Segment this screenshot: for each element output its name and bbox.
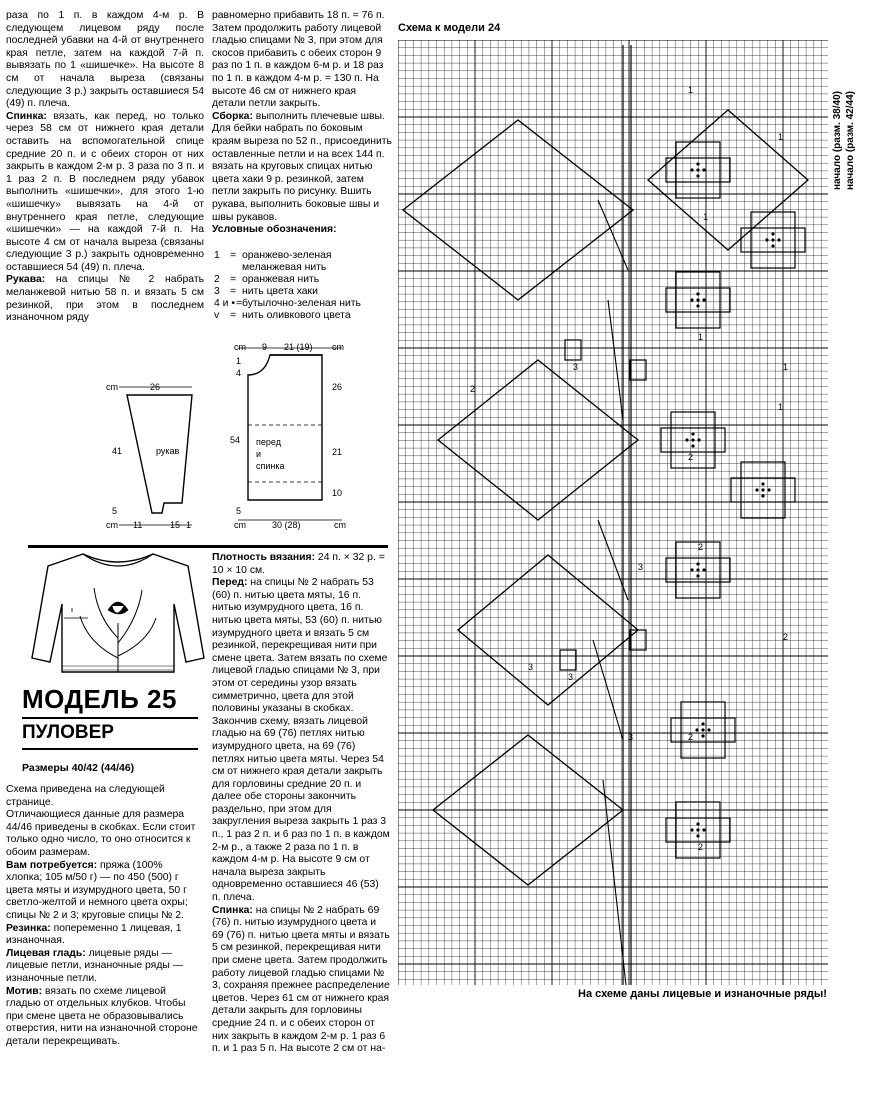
chart-symbol-number: 3 — [638, 562, 644, 572]
legend-symbol: 2 — [214, 274, 220, 285]
paragraph — [212, 905, 390, 1056]
sleeve-seg-label-1: 11 — [133, 520, 143, 530]
text-column-2 — [212, 10, 392, 237]
sleeve-height-label: 41 — [112, 446, 123, 456]
body-name3-label: спинка — [256, 461, 285, 471]
paragraph-heading: Условные обозначения: — [212, 224, 337, 236]
model-subtitle: ПУЛОВЕР — [22, 722, 114, 743]
body-cm-label-bottom: cm — [234, 520, 246, 530]
chart-symbol-number: 1 — [698, 332, 704, 342]
sleeve-width-label: 26 — [150, 382, 161, 392]
sleeve-seg-label-2: 15 — [170, 520, 181, 530]
sleeve-seg-label-3: 1 — [186, 520, 192, 530]
body-schematic — [230, 340, 350, 535]
sleeve-bottom-label: 5 — [112, 506, 118, 516]
paragraph-heading: Рукава: — [6, 274, 46, 286]
paragraph-text: Схема приведена на следующей странице. — [6, 784, 165, 808]
body-name2-label: и — [256, 449, 262, 459]
body-h1-label: 26 — [332, 382, 343, 392]
chart-symbol-number: 2 — [688, 732, 694, 742]
text-column-3 — [212, 552, 390, 1056]
body-cm-label-right: cm — [332, 342, 344, 352]
paragraph-text: вязать, как перед, но только через 58 см от нижнего края детали оставить на вспомогательной спице средние 20 п. и с обеих сторон от них закрыть в каждом 2-м р. 3 раза по 3 п. и 1 раз 2 п. В последнем ряду убавок выполнить «шишечки», для этого 1-ю «шишечку» вывязать на 4-й от внутреннего края петле, следующие «шишечки» — на каждой 7-й п. На высоте 4 см от начала выреза (связаны следующие 3 р.) закрыть одновременно оставшиеся 54 (49) п. плеча. — [6, 110, 204, 273]
paragraph — [6, 10, 204, 111]
legend — [214, 250, 392, 322]
body-h5-label: 5 — [236, 506, 242, 516]
model-title: МОДЕЛЬ 25 — [22, 684, 177, 714]
title-divider — [22, 717, 198, 719]
legend-equals: = — [230, 310, 237, 321]
paragraph-text: попеременно 1 лицевая, 1 изнаночная. — [6, 922, 182, 947]
paragraph-heading: Плотность вязания: — [212, 552, 316, 563]
paragraph-text: лицевые ряды — лицевые петли, изнаночные ряды — изнаночные петли. — [6, 947, 184, 984]
body-h3-label: 21 — [332, 447, 343, 457]
body-cm-label: cm — [234, 342, 246, 352]
sleeve-cm-label: cm — [106, 382, 118, 392]
paragraph-text: выполнить плечевые швы. Для бейки набрать по боковым краям выреза по 52 п., присоединить оставленные петли и на всех 144 п. вязать на круговых спицах нитью цвета хаки 9 р. резинкой, затем петли закрыть по рисунку. Вшить рукава, выполнить боковые швы и швы рукавов. — [212, 110, 392, 223]
legend-item — [214, 250, 392, 274]
legend-equals: = — [230, 286, 237, 297]
paragraph-text: на спицы № 2 набрать 53 (60) п. нитью цвета мяты, 16 п. нитью изумрудного цвета, 16 п. нитью цвета мяты, 53 (60) п. нитью изумрудного цвета и вязать 5 см резинкой, перекрещивая нити при смене цвета. Затем вязать по схеме лицевой гладью спицами № 3, при этом от середины узор вязать симметрично, цвета для этой половины указаны в скобках. Закончив схему, вязать лицевой гладью на 69 (76) петлях нитью изумрудного цвета, на 69 (76) петлях нитью цвета мяты. Через 54 см от нижнего края детали закрыть для горловины средние 20 п. и далее обе стороны закончить раздельно, при этом для закругления выреза закрыть 1 раз 3 п., 1 раз 2 п. и 6 раз по 1 п. в каждом 2-м р., а также 2 раза по 1 п. в каждом 4-м р. На высоте 9 см от начала выреза закрыть одновременно оставшиеся 46 (53) п. плеча. — [212, 577, 390, 904]
legend-symbol: 4 и • — [214, 298, 235, 309]
body-width-label: 30 (28) — [272, 520, 301, 530]
legend-description: бутылочно-зеленая нить — [242, 298, 361, 309]
legend-equals: = — [230, 250, 237, 261]
legend-item — [214, 274, 392, 286]
body-name1-label: перед — [256, 437, 281, 447]
body-cm-label-bottom-right: cm — [334, 520, 346, 530]
paragraph-heading: Мотив: — [6, 985, 43, 997]
paragraph-heading: Лицевая гладь: — [6, 947, 86, 959]
body-top-label: 9 — [262, 342, 268, 352]
paragraph — [212, 10, 392, 111]
legend-equals: = — [236, 298, 243, 309]
chart-symbol-number: 2 — [698, 542, 704, 552]
chart-symbol-number: 1 — [783, 362, 789, 372]
start-label-size-1: начало (разм. 38/40) — [832, 91, 843, 190]
paragraph — [6, 923, 201, 948]
body-h4-label: 10 — [332, 488, 343, 498]
body-q1-label: 1 — [236, 356, 242, 366]
paragraph — [6, 948, 201, 986]
pullover-illustration — [28, 548, 208, 678]
legend-item — [214, 310, 392, 322]
body-top2-label: 21 (19) — [284, 342, 313, 352]
paragraph-heading: Резинка: — [6, 922, 51, 934]
paragraph — [212, 577, 390, 904]
sleeve-cm-label-bottom: cm — [106, 520, 118, 530]
schema-note: На схеме даны лицевые и изнаночные ряды! — [578, 988, 827, 1000]
paragraph — [6, 111, 204, 275]
text-column-1 — [6, 10, 204, 325]
chart-symbol-number: 3 — [568, 672, 574, 682]
paragraph — [6, 809, 201, 859]
paragraph-text: раза по 1 п. в каждом 4-м р. В следующем лицевом ряду после последней убавки на 4-й от внутреннего края петле, затем на каждой 7-й п. вывязать по 1 «шишечке». На высоте 8 см от начала выреза (связаны следующие 3 р.) закрыть оставшиеся 54 (49) п. плеча. — [6, 10, 204, 110]
chart-symbol-number: 2 — [470, 384, 476, 394]
paragraph — [6, 784, 201, 809]
legend-symbol: 1 — [214, 250, 220, 261]
chart-symbol-number: 2 — [688, 452, 694, 462]
chart-symbol-number: 1 — [688, 85, 694, 95]
paragraph-heading: Сборка: — [212, 110, 253, 122]
paragraph-text: пряжа (100% хлопка; 105 м/50 г) — по 450 (500) г цвета мяты и изумрудного цвета, 50 г светло-желтой и немного цвета охры; спицы № 2 и 3; круговые спицы № 2. — [6, 859, 188, 921]
paragraph — [6, 986, 201, 1049]
start-label-size-2: начало (разм. 42/44) — [845, 91, 856, 190]
text-column-4 — [6, 784, 201, 1048]
paragraph — [212, 552, 390, 577]
paragraph-text: на спицы № 2 набрать меланжевой нитью 58 п. и вязать 5 см резинкой, при этом в последнем изнаночном ряду — [6, 274, 204, 324]
legend-item — [214, 298, 392, 310]
chart-symbol-number: 2 — [698, 842, 704, 852]
chart-symbol-number: 1 — [703, 212, 709, 222]
subtitle-divider — [22, 748, 198, 750]
paragraph-text: равномерно прибавить 18 п. = 76 п. Затем продолжить работу лицевой гладью спицами № 3, при этом для скосов прибавить с обеих сторон 9 раз по 1 п. в каждом 6-м р. и 18 раз по 1 п. в каждом 4-м р. = 130 п. На высоте 46 см от нижнего края детали петли закрыть. — [212, 10, 385, 110]
paragraph-text: на спицы № 2 набрать 69 (76) п. нитью изумрудного цвета и 69 (76) п. нитью цвета мяты и вязать 5 см резинкой, перекрещивая нити при смене цвета. Затем продолжить работу лицевой гладью спицами № 3, сохраняя прежнее распределение цветов. Через 61 см от нижнего края детали закрыть для горловины средние 24 п. и с обеих сторон от них закрыть в каждом 2-м р. 1 раз 6 п. и 1 раз 5 п. На высоте 2 см от на- — [212, 904, 390, 1055]
legend-item — [214, 286, 392, 298]
chart-symbol-number: 3 — [573, 362, 579, 372]
paragraph-heading: Вам потребуется: — [6, 859, 98, 871]
legend-symbol: v — [214, 310, 220, 321]
body-h2-label: 54 — [230, 435, 241, 445]
legend-equals: = — [230, 274, 237, 285]
chart-symbol-number: 1 — [778, 132, 784, 142]
chart-symbol-number: 2 — [783, 632, 789, 642]
legend-description: оранжевая нить — [242, 274, 320, 285]
paragraph-heading: Спинка: — [212, 904, 253, 916]
paragraph-text: 24 п. × 32 р. = 10 × 10 см. — [212, 552, 385, 576]
sleeve-name-label: рукав — [156, 446, 180, 456]
chart-symbol-number: 1 — [778, 402, 784, 412]
paragraph-heading: Спинка: — [6, 110, 47, 122]
paragraph-heading: Перед: — [212, 577, 248, 589]
sizes-label: Размеры 40/42 (44/46) — [22, 762, 135, 774]
legend-description: оранжево-зеленая меланжевая нить — [242, 250, 332, 273]
paragraph-text: Отличающиеся данные для размера 44/46 приведены в скобках. Если стоит только одно число, то оно относится к обоим размерам. — [6, 809, 196, 858]
paragraph — [212, 224, 392, 237]
paragraph — [212, 111, 392, 224]
schema-title: Схема к модели 24 — [398, 22, 501, 34]
legend-symbol: 3 — [214, 286, 220, 297]
paragraph — [6, 274, 204, 324]
paragraph-text: вязать по схеме лицевой гладью от отдельных клубков. Чтобы при смене цвета не образовывались отверстия, нити на изнаночной стороне детали перекрещивать. — [6, 985, 198, 1047]
body-q2-label: 4 — [236, 368, 242, 378]
chart-symbol-number: 3 — [528, 662, 534, 672]
paragraph — [6, 860, 201, 923]
knitting-chart — [398, 40, 828, 985]
legend-description: нить цвета хаки — [242, 286, 318, 297]
legend-description: нить оливкового цвета — [242, 310, 351, 321]
chart-symbol-number: 3 — [628, 732, 634, 742]
